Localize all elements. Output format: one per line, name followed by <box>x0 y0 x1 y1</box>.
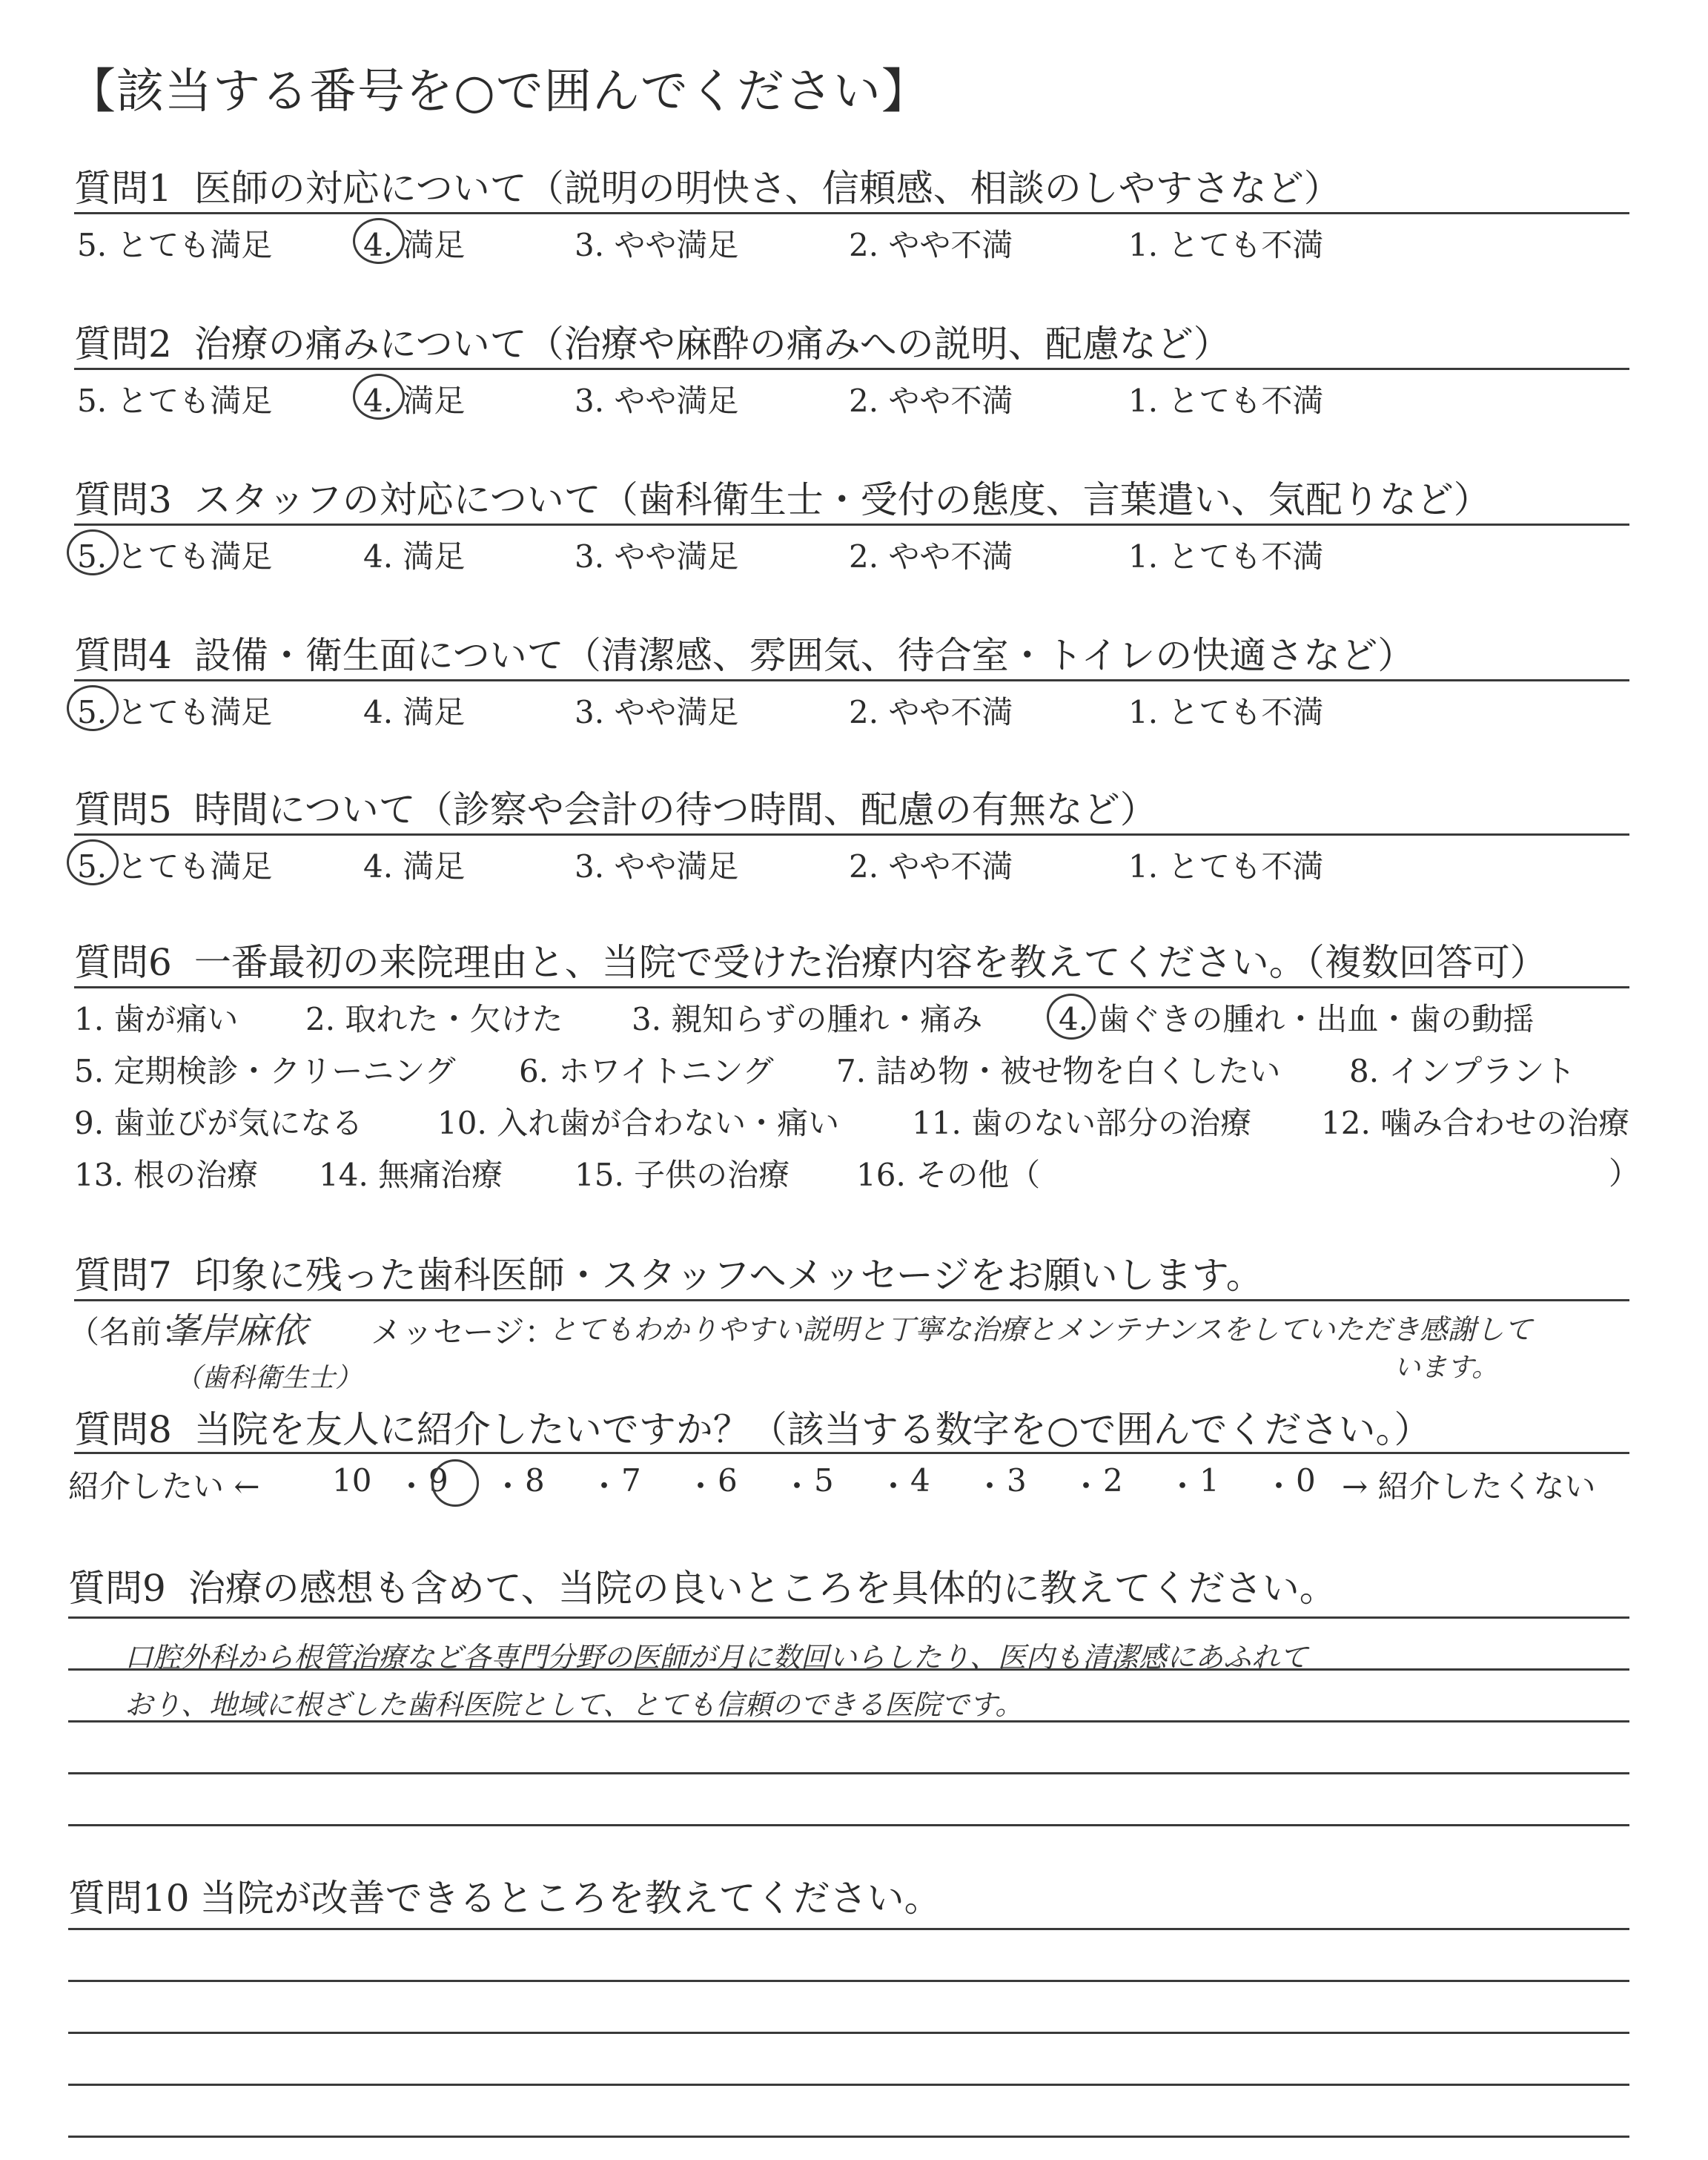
q7-heading <box>74 1246 1263 1299</box>
q3-option-5[interactable]: 5. とても満足 <box>77 538 273 575</box>
q3-option-1[interactable]: 1. とても不満 <box>1128 538 1324 575</box>
q10-label: 質問10 <box>68 1877 190 1920</box>
q8-scale-10[interactable]: 10 <box>332 1462 372 1499</box>
q5-rule <box>74 833 1629 836</box>
q6-label: 質問6 <box>74 941 172 984</box>
q8-scale-3[interactable]: 3 <box>1007 1462 1027 1499</box>
q6-rule <box>74 986 1629 988</box>
q6-option-4[interactable]: 4. 歯ぐきの腫れ・出血・歯の動揺 <box>1059 1001 1535 1037</box>
q3-text: スタッフの対応について（歯科衛生士・受付の態度、言葉遣い、気配りなど） <box>193 478 1491 521</box>
q8-scale-separator: ・ <box>1263 1468 1295 1505</box>
q2-option-4[interactable]: 4. 満足 <box>363 383 466 419</box>
q4-option-2[interactable]: 2. やや不満 <box>849 694 1013 730</box>
q4-option-5[interactable]: 5. とても満足 <box>77 694 273 730</box>
q9-answer-line-2: おり、地域に根ざした歯科医院として、とても信頼のできる医院です。 <box>125 1688 1024 1721</box>
q8-scale-2[interactable]: 2 <box>1103 1462 1123 1499</box>
q2-label: 質問2 <box>74 323 172 366</box>
q7-text: 印象に残った歯科医師・スタッフへメッセージをお願いします。 <box>193 1254 1263 1297</box>
q7-label: 質問7 <box>74 1254 172 1297</box>
q8-rule <box>74 1452 1629 1454</box>
q2-option-2[interactable]: 2. やや不満 <box>849 383 1013 419</box>
q5-option-5[interactable]: 5. とても満足 <box>77 848 273 885</box>
q1-option-1[interactable]: 1. とても不満 <box>1128 227 1324 263</box>
q6-option-16[interactable]: 16. その他（ <box>856 1157 1041 1193</box>
q10-heading <box>68 1869 941 1922</box>
q3-option-4[interactable]: 4. 満足 <box>363 538 466 575</box>
q8-heading <box>74 1400 1431 1453</box>
q6-option-13[interactable]: 13. 根の治療 <box>74 1157 259 1193</box>
q1-answer-circle[interactable] <box>353 218 405 264</box>
q4-option-4[interactable]: 4. 満足 <box>363 694 466 730</box>
q5-option-3[interactable]: 3. やや満足 <box>575 848 739 885</box>
q3-rule <box>74 524 1629 526</box>
q8-scale-separator: ・ <box>1070 1468 1102 1505</box>
q8-scale-9[interactable]: 9 <box>428 1462 448 1499</box>
q4-option-3[interactable]: 3. やや満足 <box>575 694 739 730</box>
q9-answer-line-1: 口腔外科から根管治療など各専門分野の医師が月に数回いらしたり、医内も清潔感にあふれて <box>125 1641 1308 1674</box>
q6-option-11[interactable]: 11. 歯のない部分の治療 <box>912 1105 1252 1141</box>
q1-label: 質問1 <box>74 167 172 210</box>
q6-option-7[interactable]: 7. 詰め物・被せ物を白くしたい <box>836 1053 1281 1089</box>
q6-answer-circle[interactable] <box>1047 994 1096 1040</box>
q8-answer-circle[interactable] <box>431 1459 479 1507</box>
q6-text: 一番最初の来院理由と、当院で受けた治療内容を教えてください。（複数回答可） <box>193 941 1547 984</box>
q7-rule <box>74 1299 1629 1301</box>
q1-text: 医師の対応について（説明の明快さ、信頼感、相談のしやすさなど） <box>193 167 1341 210</box>
q5-option-2[interactable]: 2. やや不満 <box>849 848 1013 885</box>
q9-line-5 <box>68 1824 1629 1826</box>
q8-scale-8[interactable]: 8 <box>525 1462 545 1499</box>
q10-line-3 <box>68 2032 1629 2034</box>
q1-heading <box>74 159 1341 212</box>
q3-heading <box>74 470 1491 524</box>
q7-message-handwritten: とてもわかりやすい説明と丁寧な治療とメンテナンスをしていただき感謝して <box>549 1313 1532 1346</box>
q5-text: 時間について（診察や会計の待つ時間、配慮の有無など） <box>193 788 1157 831</box>
q10-line-2 <box>68 1980 1629 1982</box>
q8-scale-0[interactable]: 0 <box>1296 1462 1316 1499</box>
q9-line-4 <box>68 1772 1629 1774</box>
q6-option-1[interactable]: 1. 歯が痛い <box>74 1001 239 1037</box>
q7-role-handwritten: （歯科衛生士） <box>175 1363 363 1393</box>
page-title: 【該当する番号を○で囲んでください】 <box>68 65 930 119</box>
q7-name-handwritten: 峯岸麻依 <box>165 1310 308 1352</box>
q8-scale-separator: ・ <box>685 1468 717 1505</box>
q8-scale-6[interactable]: 6 <box>718 1462 738 1499</box>
q5-answer-circle[interactable] <box>67 839 119 885</box>
q8-scale-7[interactable]: 7 <box>621 1462 641 1499</box>
q2-heading <box>74 314 1231 368</box>
q4-heading <box>74 626 1414 679</box>
q9-line-1 <box>68 1616 1629 1619</box>
q8-label: 質問8 <box>74 1408 172 1451</box>
q7-name-label: （名前： <box>68 1314 193 1350</box>
q2-rule <box>74 368 1629 370</box>
q10-text: 当院が改善できるところを教えてください。 <box>199 1877 941 1920</box>
q2-text: 治療の痛みについて（治療や麻酔の痛みへの説明、配慮など） <box>193 323 1231 366</box>
q6-option-6[interactable]: 6. ホワイトニング <box>519 1053 774 1089</box>
q10-line-4 <box>68 2084 1629 2086</box>
q9-label: 質問9 <box>68 1567 166 1610</box>
q2-option-5[interactable]: 5. とても満足 <box>77 383 273 419</box>
q8-scale-separator: ・ <box>781 1468 813 1505</box>
q6-option-10[interactable]: 10. 入れ歯が合わない・痛い <box>437 1105 840 1141</box>
q3-answer-circle[interactable] <box>67 529 119 575</box>
q6-option-15[interactable]: 15. 子供の治療 <box>575 1157 790 1193</box>
q6-option-3[interactable]: 3. 親知らずの腫れ・痛み <box>632 1001 983 1037</box>
q6-option-12[interactable]: 12. 噛み合わせの治療 <box>1321 1105 1630 1141</box>
q4-text: 設備・衛生面について（清潔感、雰囲気、待合室・トイレの快適さなど） <box>193 634 1415 677</box>
q3-option-2[interactable]: 2. やや不満 <box>849 538 1013 575</box>
q8-scale-4[interactable]: 4 <box>910 1462 930 1499</box>
q8-scale-separator: ・ <box>974 1468 1006 1505</box>
q8-right-label: → 紹介したくない <box>1342 1468 1596 1505</box>
q5-option-1[interactable]: 1. とても不満 <box>1128 848 1324 885</box>
q6-option-9[interactable]: 9. 歯並びが気になる <box>74 1105 363 1141</box>
q6-option-5[interactable]: 5. 定期検診・クリーニング <box>74 1053 456 1089</box>
q4-answer-circle[interactable] <box>67 685 119 731</box>
q6-close-paren: ） <box>1609 1155 1641 1192</box>
q8-scale-separator: ・ <box>396 1468 428 1505</box>
q8-scale-1[interactable]: 1 <box>1199 1462 1219 1499</box>
q5-option-4[interactable]: 4. 満足 <box>363 848 466 885</box>
q6-heading <box>74 933 1547 986</box>
q7-message-label: メッセージ： <box>371 1314 556 1350</box>
q1-option-4[interactable]: 4. 満足 <box>363 227 466 263</box>
q5-heading <box>74 780 1157 833</box>
q4-rule <box>74 679 1629 681</box>
q2-option-1[interactable]: 1. とても不満 <box>1128 383 1324 419</box>
q10-line-1 <box>68 1928 1629 1930</box>
q1-rule <box>74 212 1629 214</box>
q9-heading <box>68 1559 1337 1612</box>
q8-scale-5[interactable]: 5 <box>814 1462 834 1499</box>
q6-option-2[interactable]: 2. 取れた・欠けた <box>305 1001 563 1037</box>
q9-text: 治療の感想も含めて、当院の良いところを具体的に教えてください。 <box>188 1567 1337 1610</box>
q2-answer-circle[interactable] <box>353 374 405 420</box>
q8-scale-separator: ・ <box>492 1468 524 1505</box>
q7-message-handwritten-cont: います。 <box>1394 1353 1499 1383</box>
q8-scale-separator: ・ <box>589 1468 620 1505</box>
q8-text: 当院を友人に紹介したいですか？（該当する数字を○で囲んでください。） <box>193 1408 1431 1451</box>
q6-option-8[interactable]: 8. インプラント <box>1349 1053 1576 1089</box>
q2-option-3[interactable]: 3. やや満足 <box>575 383 739 419</box>
q3-option-3[interactable]: 3. やや満足 <box>575 538 739 575</box>
q8-scale-separator: ・ <box>878 1468 910 1505</box>
q1-option-2[interactable]: 2. やや不満 <box>849 227 1013 263</box>
q4-label: 質問4 <box>74 634 172 677</box>
q1-option-3[interactable]: 3. やや満足 <box>575 227 739 263</box>
q3-label: 質問3 <box>74 478 172 521</box>
q8-scale-separator: ・ <box>1167 1468 1199 1505</box>
q6-option-14[interactable]: 14. 無痛治療 <box>319 1157 503 1193</box>
q5-label: 質問5 <box>74 788 172 831</box>
q8-left-label: 紹介したい ← <box>68 1468 260 1505</box>
q4-option-1[interactable]: 1. とても不満 <box>1128 694 1324 730</box>
q10-line-5 <box>68 2136 1629 2138</box>
q1-option-5[interactable]: 5. とても満足 <box>77 227 273 263</box>
